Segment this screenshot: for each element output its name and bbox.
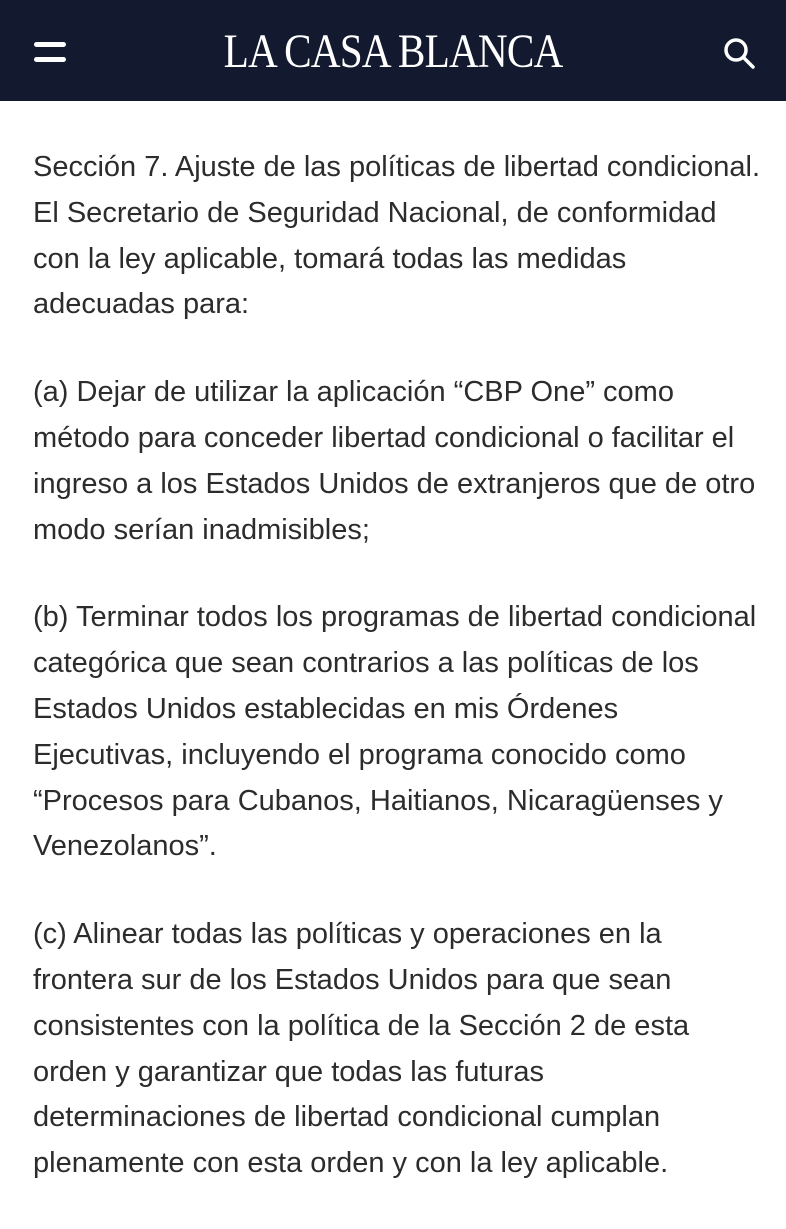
article-body <box>33 145 763 1229</box>
search-icon[interactable] <box>722 36 756 70</box>
site-title[interactable]: LA CASA BLANCA <box>223 25 563 78</box>
paragraph-section-7: Sección 7. Ajuste de las políticas de libertad condicional. El Secretario de Seguridad Nacional, de conformidad con la ley aplicable, tomará todas las medidas adecuadas para: <box>33 151 761 321</box>
paragraph-item-b: (b) Terminar todos los programas de libertad condicional categórica que sean contrarios a las políticas de los Estados Unidos establecidas en mis Órdenes Ejecutivas, incluyendo el programa conocido como “Procesos para Cubanos, Haitianos, Nicaragüenses y Venezolanos”. <box>33 601 757 863</box>
paragraph-item-c: (c) Alinear todas las políticas y operaciones en la frontera sur de los Estados Unidos para que sean consistentes con la política de la Sección 2 de esta orden y garantizar que todas las futuras determinaciones de libertad condicional cumplan plenamente con esta orden y con la ley aplicable. <box>33 918 690 1180</box>
hamburger-menu-icon[interactable] <box>22 32 78 72</box>
paragraph-item-a: (a) Dejar de utilizar la aplicación “CBP One” como método para conceder libertad condicional o facilitar el ingreso a los Estados Unidos de extranjeros que de otro modo serían inadmisibles; <box>33 376 756 546</box>
site-header <box>0 0 786 101</box>
